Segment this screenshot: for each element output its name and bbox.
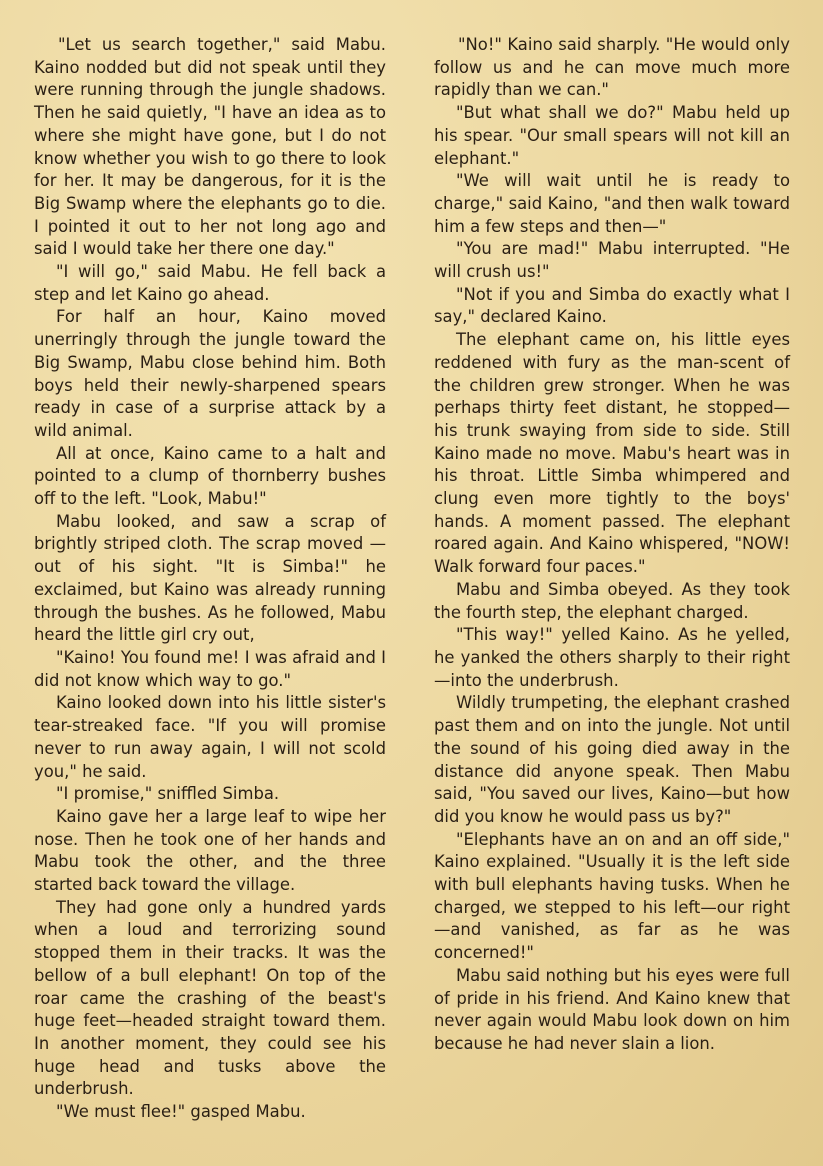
paragraph: "Elephants have an on and an off side," Kaino explained. "Usually it is the left side with bull elephants having tusks. When he charged, we stepped to his left—our right—and vanished, as far as he was concerned!" (434, 829, 790, 963)
paragraph: Wildly trumpeting, the elephant crashed past them and on into the jungle. Not until the sound of his going died away in the distance did anyone speak. Then Mabu said, "You saved our lives, Kaino—but how did you know he would pass us by?" (434, 693, 790, 826)
right-column (434, 34, 790, 1056)
paragraph: They had gone only a hundred yards when a loud and terrorizing sound stopped them in their tracks. It was the bellow of a bull elephant! On top of the roar came the crashing of the beast's huge feet—headed straight toward them. In another moment, they could see his huge head and tusks above the underbrush. (34, 897, 386, 1099)
paragraph: "We will wait until he is ready to charge," said Kaino, "and then walk toward him a few steps and then—" (434, 171, 790, 236)
paragraph: "We must flee!" gasped Mabu. (56, 1102, 306, 1122)
paragraph: "You are mad!" Mabu interrupted. "He will crush us!" (434, 239, 790, 282)
paragraph: "This way!" yelled Kaino. As he yelled, he yanked the others sharply to their right—into the underbrush. (434, 625, 790, 690)
paragraph: For half an hour, Kaino moved unerringly through the jungle toward the Big Swamp, Mabu close behind him. Both boys held their newly-sharpened spears ready in case of a surprise attack by a wild animal. (34, 307, 386, 440)
paragraph: All at once, Kaino came to a halt and pointed to a clump of thornberry bushes off to the left. "Look, Mabu!" (34, 443, 386, 509)
paragraph: Mabu and Simba obeyed. As they took the fourth step, the elephant charged. (434, 579, 790, 622)
paragraph: The elephant came on, his little eyes reddened with fury as the man-scent of the children grew stronger. When he was perhaps thirty feet distant, he stopped—his trunk swaying from side to side. Still Kaino made no move. Mabu's heart was in his throat. Little Simba whimpered and clung even more tightly to the boys' hands. A moment passed. The elephant roared again. And Kaino whispered, "NOW! Walk forward four paces." (434, 330, 790, 577)
paragraph: "Kaino! You found me! I was afraid and I did not know which way to go." (34, 647, 386, 690)
paragraph: "Let us search together," said Mabu. Kaino nodded but did not speak until they were running through the jungle shadows. Then he said quietly, "I have an idea as to where she might have gone, but I do not know whether you wish to go there to look for her. It may be dangerous, for it is the Big Swamp where the elephants go to die. I pointed it out to her not long ago and said I would take her there one day." (34, 35, 386, 259)
paragraph: Mabu looked, and saw a scrap of brightly striped cloth. The scrap moved —out of his sight. "It is Simba!" he exclaimed, but Kaino was already running through the bushes. As he followed, Mabu heard the little girl cry out, (34, 511, 386, 645)
paragraph: "But what shall we do?" Mabu held up his spear. "Our small spears will not kill an elephant." (434, 103, 790, 168)
paragraph: "I will go," said Mabu. He fell back a step and let Kaino go ahead. (34, 262, 386, 304)
paragraph: "Not if you and Simba do exactly what I say," declared Kaino. (434, 284, 790, 327)
paragraph: Mabu said nothing but his eyes were full of pride in his friend. And Kaino knew that never again would Mabu look down on him because he had never slain a lion. (434, 965, 790, 1053)
paragraph: Kaino looked down into his little sister's tear-streaked face. "If you will promise never to run away again, I will not scold you," he said. (34, 693, 386, 781)
left-column (34, 34, 386, 1124)
paragraph: "I promise," sniffled Simba. (56, 784, 280, 804)
paragraph: "No!" Kaino said sharply. "He would only follow us and he can move much more rapidly than we can." (434, 35, 790, 100)
paragraph: Kaino gave her a large leaf to wipe her nose. Then he took one of her hands and Mabu took the other, and the three started back toward the village. (34, 806, 386, 895)
